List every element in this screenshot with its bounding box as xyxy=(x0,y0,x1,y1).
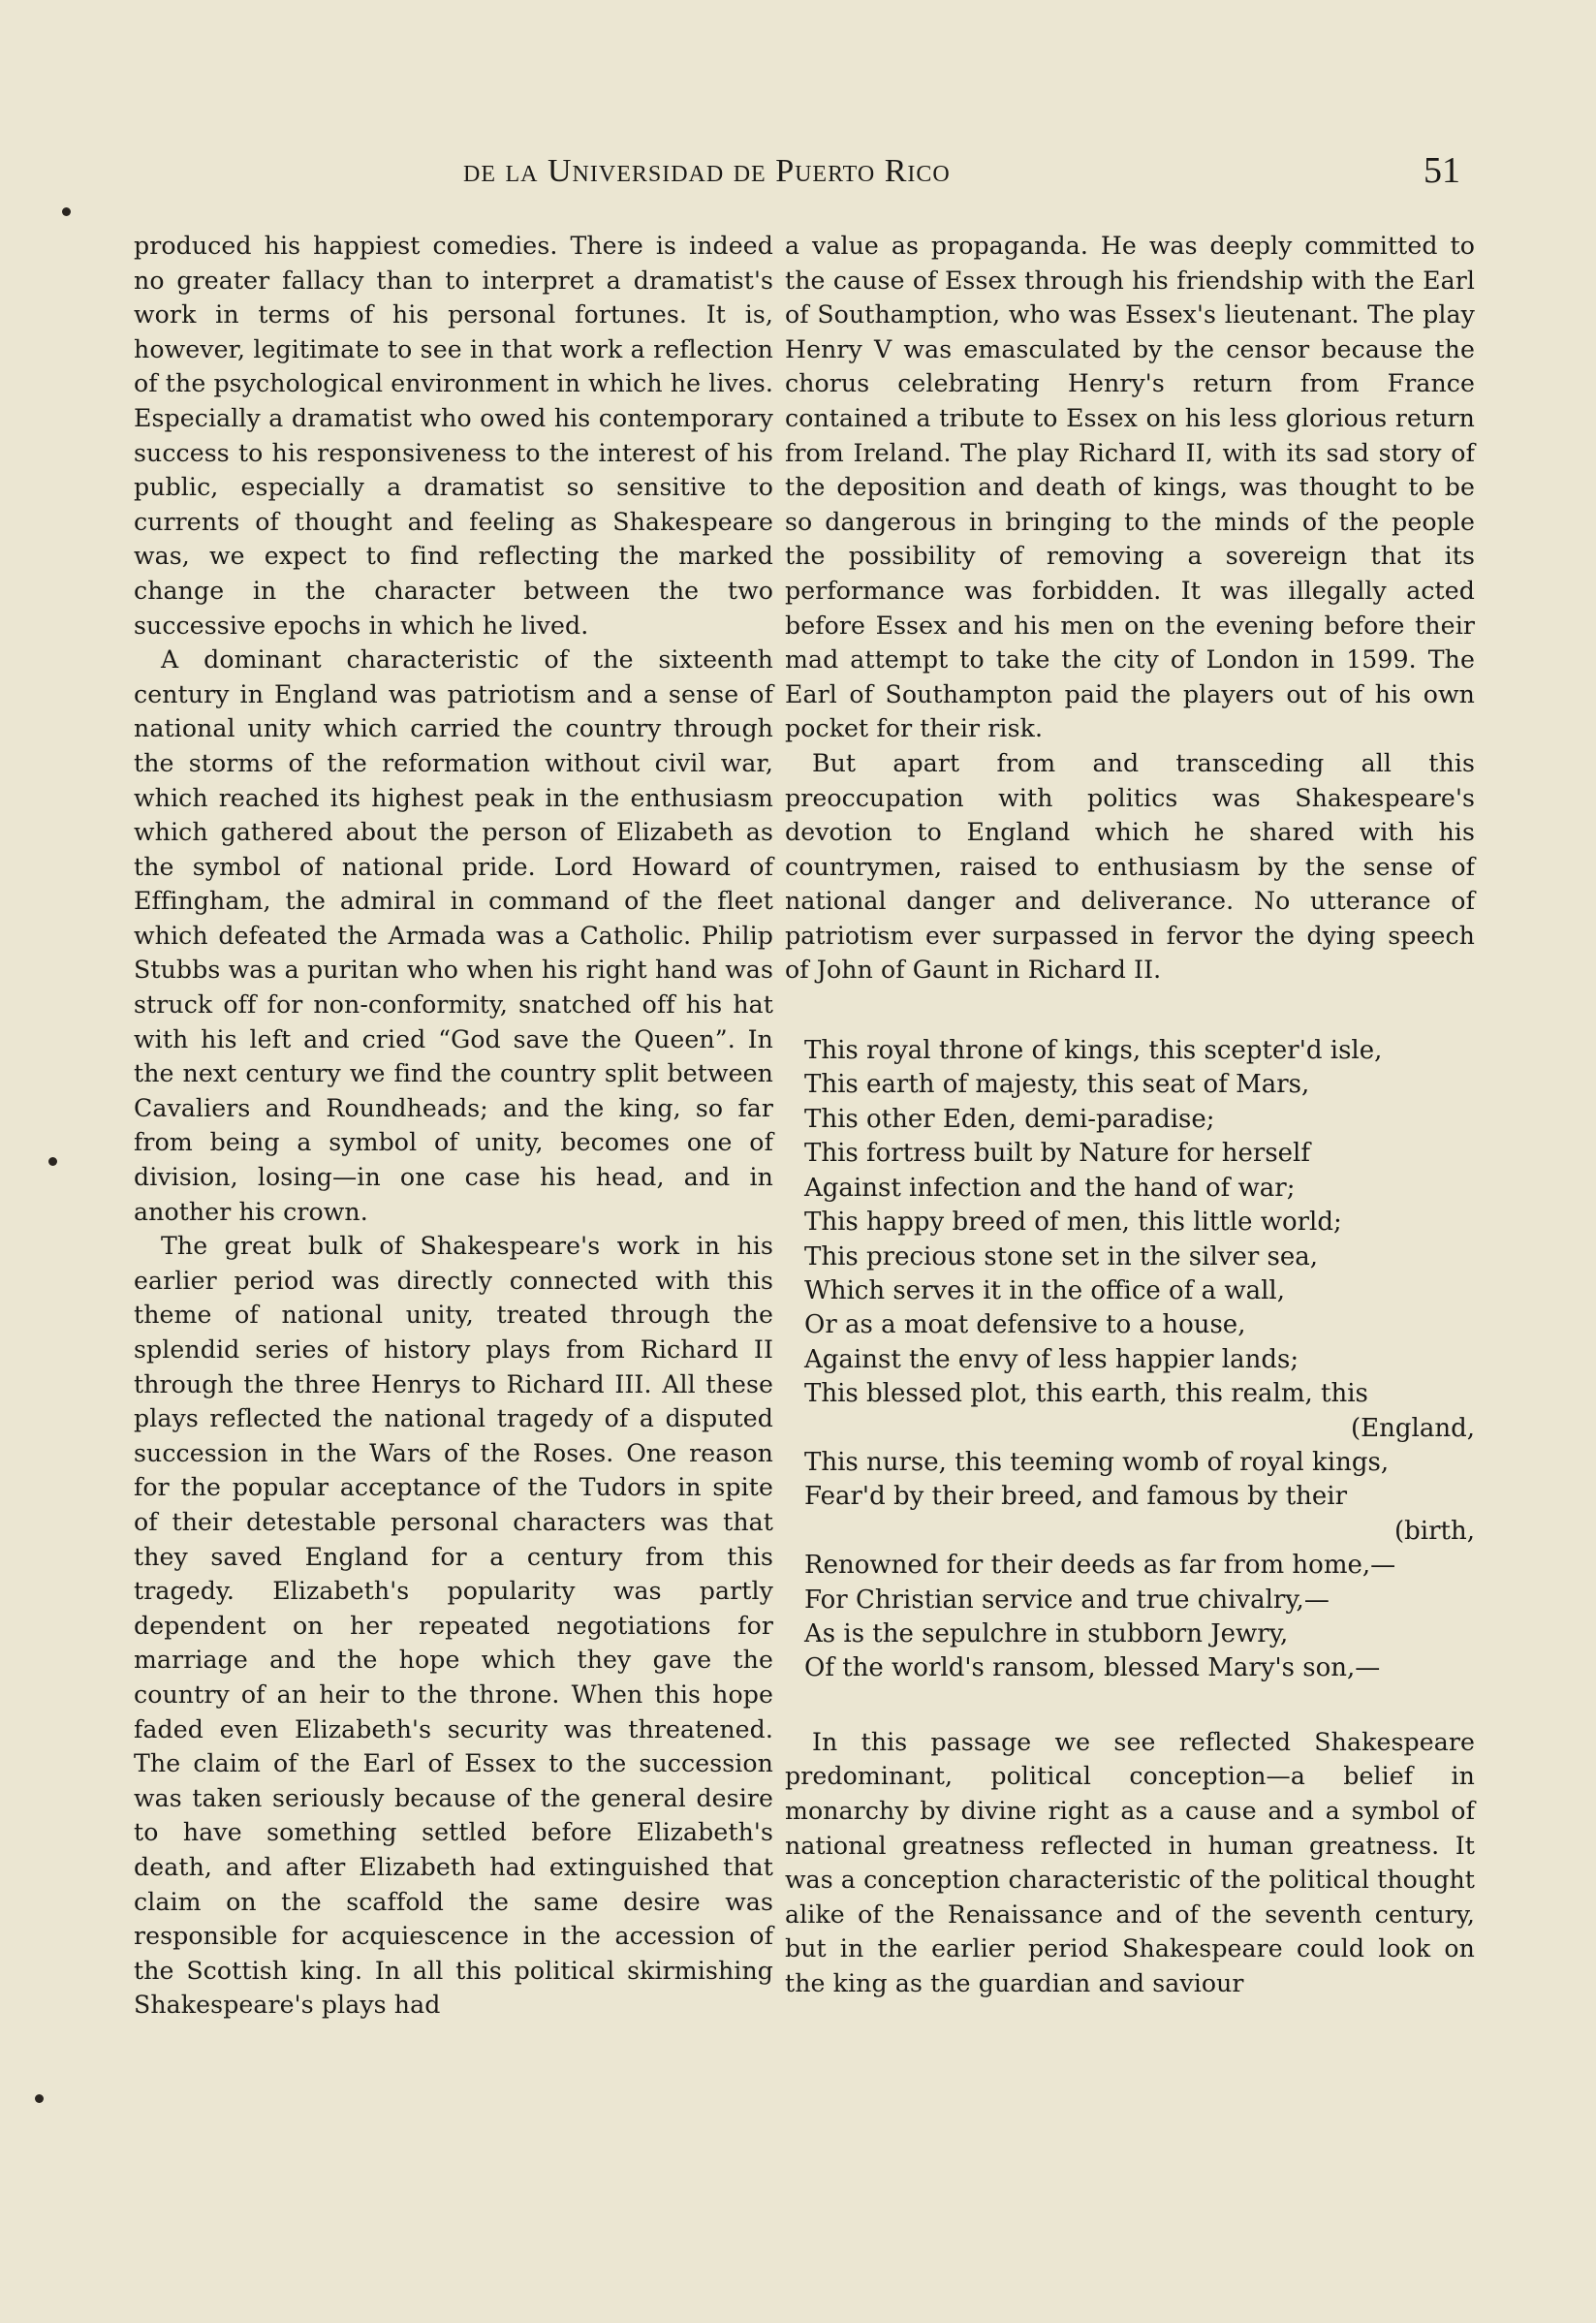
poem-line: This fortress built by Nature for herself xyxy=(804,1139,1310,1169)
poem-line: This royal throne of kings, this scepter'd isle, xyxy=(804,1036,1383,1066)
paragraph: A dominant characteristic of the sixteenth century in England was patriotism and a sense of national unity which carried the country through the storms of the reformation without civil war, which reached its highest peak in the enthusiasm which gathered about the person of Elizabeth as the symbol of national pride. Lord Howard of Effingham, the admiral in command of the fleet which defeated the Armada was a Catholic. Philip Stubbs was a puritan who when his right hand was struck off for non-conformity, snatched off his hat with his left and cried “God save the Queen”. In the next century we find the country split between Cavaliers and Roundheads; and the king, so far from being a symbol of unity, becomes one of division, losing—in one case his head, and in another his crown. xyxy=(134,645,773,1226)
poem-line: This other Eden, demi-paradise; xyxy=(804,1104,1215,1134)
page-header xyxy=(136,150,1460,202)
poem-line: Of the world's ransom, blessed Mary's son,— xyxy=(804,1653,1381,1683)
poem-line: This earth of majesty, this seat of Mars, xyxy=(804,1070,1310,1100)
ink-speck xyxy=(48,1157,57,1166)
poem-line: Or as a moat defensive to a house, xyxy=(804,1310,1246,1340)
poem-line: Against infection and the hand of war; xyxy=(804,1173,1296,1203)
ink-speck xyxy=(35,2094,44,2103)
paragraph: But apart from and transceding all this preoccupation with politics was Shakespeare's devotion to England which he shared with his countrymen, raised to enthusiasm by the sense of national danger and deliverance. No utterance of patriotism ever surpassed in fervor the dying speech of John of Gaunt in Richard II. xyxy=(785,748,1475,985)
poem-line: This nurse, this teeming womb of royal kings, xyxy=(804,1447,1390,1477)
left-column xyxy=(134,229,773,2023)
paragraph: In this passage we see reflected Shakespeare predominant, political conception—a belief in monarchy by divine right as a cause and a symbol of national greatness reflected in human greatness. It was a conception characteristic of the political thought alike of the Renaissance and of the seventh century, but in the earlier period Shakespeare could look on the king as the guardian and saviour xyxy=(785,1727,1475,1997)
poem-line: As is the sepulchre in stubborn Jewry, xyxy=(804,1618,1289,1648)
paragraph: The great bulk of Shakespeare's work in his earlier period was directly connected with this theme of national unity, treated through the splendid series of history plays from Richard II through the three Henrys to Richard III. All these plays reflected the national tragedy of a disputed succession in the Wars of the Roses. One reason for the popular acceptance of the Tudors in spite of their detestable personal characters was that they saved England for a century from this tragedy. Elizabeth's popularity was partly dependent on her repeated negotiations for marriage and the hope which they gave the country of an heir to the throne. When this hope faded even Elizabeth's security was threatened. The claim of the Earl of Essex to the succession was taken seriously because of the general desire to have something settled before Elizabeth's death, and after Elizabeth had extinguished that claim on the scaffold the same desire was responsible for acquiescence in the accession of the Scottish king. In all this political skirmishing Shakespeare's plays had xyxy=(134,1232,773,2020)
paragraph: produced his happiest comedies. There is indeed no greater fallacy than to interpret a dramatist's work in terms of his personal fortunes. It is, however, legitimate to see in that work a reflection of the psychological environment in which he lives. Especially a dramatist who owed his contemporary success to his responsiveness to the interest of his public, especially a dramatist so sensitive to currents of thought and feeling as Shakespeare was, we expect to find reflecting the marked change in the character between the two successive epochs in which he lived. xyxy=(134,232,773,640)
poem-line: For Christian service and true chivalry,— xyxy=(804,1585,1330,1615)
poem-quotation xyxy=(804,1034,1475,1686)
poem-line: This blessed plot, this earth, this realm, this xyxy=(804,1379,1368,1409)
ink-speck xyxy=(62,207,71,216)
right-column xyxy=(785,229,1475,2001)
paragraph: a value as propaganda. He was deeply committed to the cause of Essex through his friendship with the Earl of Southamption, who was Essex's lieutenant. The play Henry V was emasculated by the censor because the chorus celebrating Henry's return from France contained a tribute to Essex on his less glorious return from Ireland. The play Richard II, with its sad story of the deposition and death of kings, was thought to be so dangerous in bringing to the minds of the people the possibility of removing a sovereign that its performance was forbidden. It was illegally acted before Essex and his men on the evening before their mad attempt to take the city of London in 1599. The Earl of Southampton paid the players out of his own pocket for their risk. xyxy=(785,232,1475,743)
poem-line-continuation: (England, xyxy=(1351,1413,1475,1443)
running-head: de la Universidad de Puerto Rico xyxy=(463,153,951,189)
poem-line: Fear'd by their breed, and famous by their xyxy=(804,1482,1348,1512)
poem-line: This precious stone set in the silver sea, xyxy=(804,1241,1319,1271)
poem-line-continuation: (birth, xyxy=(1394,1516,1475,1546)
poem-line: Against the envy of less happier lands; xyxy=(804,1344,1299,1374)
poem-line: Renowned for their deeds as far from home,— xyxy=(804,1551,1396,1581)
page-number: 51 xyxy=(1424,150,1460,191)
poem-line: Which serves it in the office of a wall, xyxy=(804,1275,1286,1305)
poem-line: This happy breed of men, this little world; xyxy=(804,1208,1342,1238)
